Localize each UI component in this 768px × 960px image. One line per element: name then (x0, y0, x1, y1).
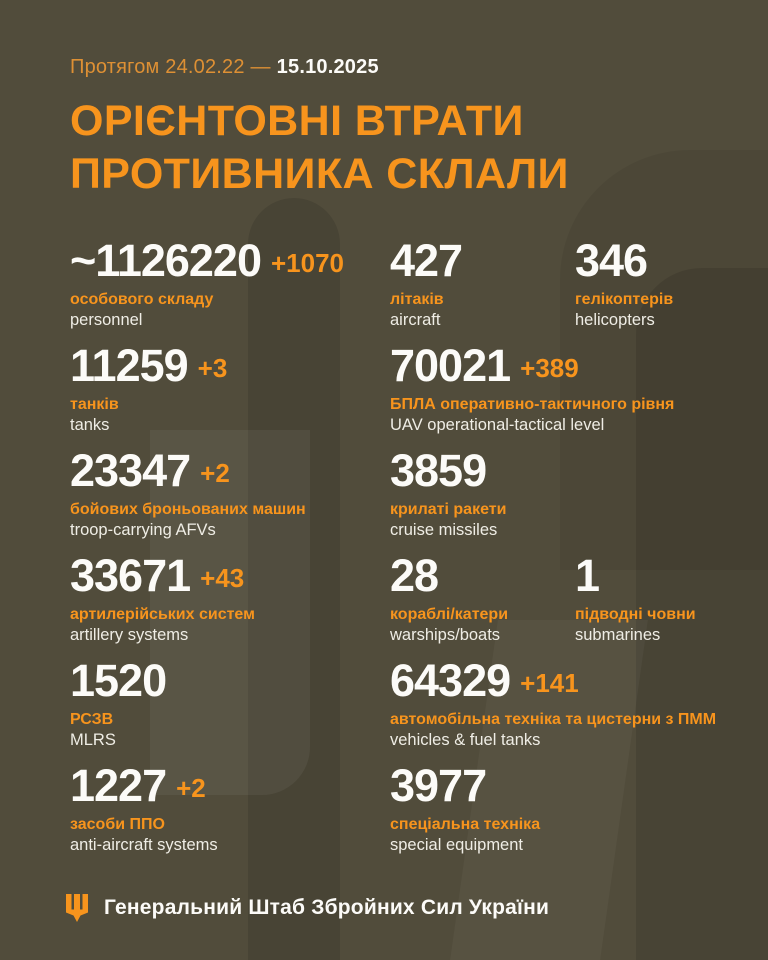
stat-label-en: warships/boats (390, 626, 501, 644)
stat-delta: +141 (520, 668, 579, 698)
stat-value: 427 (390, 235, 463, 286)
stat-helicopters (575, 237, 728, 342)
stat-value: 1 (575, 550, 600, 601)
stat-label-en: tanks (70, 416, 110, 434)
stat-delta: +389 (520, 353, 579, 383)
stat-label-uk: гелікоптерів (575, 291, 674, 308)
stat-value: 33671 (70, 550, 191, 601)
stat-label-uk: артилерійських систем (70, 606, 255, 623)
stat-label-uk: підводні човни (575, 606, 696, 623)
stat-label-en: MLRS (70, 731, 116, 749)
stat-mlrs (70, 657, 390, 762)
stat-label-uk: кораблі/катери (390, 606, 509, 623)
stat-uav (390, 342, 728, 447)
stat-label-uk: спеціальна техніка (390, 816, 541, 833)
stat-artillery (70, 552, 390, 657)
stat-tanks (70, 342, 390, 447)
stat-label-en: artillery systems (70, 626, 189, 644)
stat-label-uk: бойових броньованих машин (70, 501, 306, 518)
stat-label-uk: автомобільна техніка та цистерни з ПММ (390, 711, 717, 728)
stat-value: 1520 (70, 655, 167, 706)
stat-cruise-missiles (390, 447, 728, 552)
stat-delta: +1070 (270, 248, 345, 278)
stat-afvs (70, 447, 390, 552)
stat-row-air (390, 237, 728, 342)
stat-label-uk: літаків (390, 291, 444, 308)
footer (64, 894, 549, 922)
stat-label-uk: крилаті ракети (390, 501, 507, 518)
stat-row-naval (390, 552, 728, 657)
stat-delta: +2 (176, 773, 206, 803)
stat-label-en: cruise missiles (390, 521, 498, 539)
stat-submarines (575, 552, 728, 657)
stat-value: 70021 (390, 340, 511, 391)
stat-anti-aircraft (70, 762, 390, 867)
stat-warships (390, 552, 575, 657)
stat-label-en: troop-carrying AFVs (70, 521, 216, 539)
page-title-line1: ОРІЄНТОВНІ ВТРАТИ (70, 97, 524, 145)
stat-label-en: aircraft (390, 311, 441, 329)
stat-value: 28 (390, 550, 439, 601)
period-label: Протягом 24.02.22 — (70, 56, 271, 78)
stat-label-en: submarines (575, 626, 661, 644)
stat-value: 1227 (70, 760, 167, 811)
losses-column-left (70, 237, 390, 867)
stat-aircraft (390, 237, 575, 342)
stat-label-en: anti-aircraft systems (70, 836, 218, 854)
stat-special-equipment (390, 762, 728, 867)
stat-personnel (70, 237, 390, 342)
trident-icon (64, 894, 90, 922)
stat-label-uk: особового складу (70, 291, 214, 308)
stat-label-en: special equipment (390, 836, 523, 854)
stat-delta: +43 (200, 563, 245, 593)
stat-delta: +3 (197, 353, 228, 383)
stat-value: ~1126220 (70, 235, 261, 286)
stat-label-en: helicopters (575, 311, 655, 329)
page-title (70, 95, 728, 201)
losses-grid (70, 237, 728, 867)
stat-label-en: UAV operational-tactical level (390, 416, 605, 434)
stat-value: 346 (575, 235, 648, 286)
stat-label-en: personnel (70, 311, 143, 329)
stat-value: 3859 (390, 445, 487, 496)
stat-value: 3977 (390, 760, 487, 811)
stat-delta: +2 (200, 458, 230, 488)
report-period (70, 55, 728, 79)
stat-value: 64329 (390, 655, 511, 706)
stat-value: 23347 (70, 445, 191, 496)
stat-value: 11259 (70, 340, 188, 391)
stat-label-uk: РСЗВ (70, 711, 114, 728)
page-title-line2: ПРОТИВНИКА СКЛАЛИ (70, 150, 569, 198)
stat-label-uk: БПЛА оперативно-тактичного рівня (390, 396, 675, 413)
stat-label-en: vehicles & fuel tanks (390, 731, 541, 749)
stat-label-uk: засоби ППО (70, 816, 165, 833)
footer-org: Генеральний Штаб Збройних Сил України (104, 896, 550, 919)
period-date: 15.10.2025 (276, 56, 379, 78)
stat-label-uk: танків (70, 396, 119, 413)
losses-column-right (390, 237, 728, 867)
stat-vehicles (390, 657, 728, 762)
